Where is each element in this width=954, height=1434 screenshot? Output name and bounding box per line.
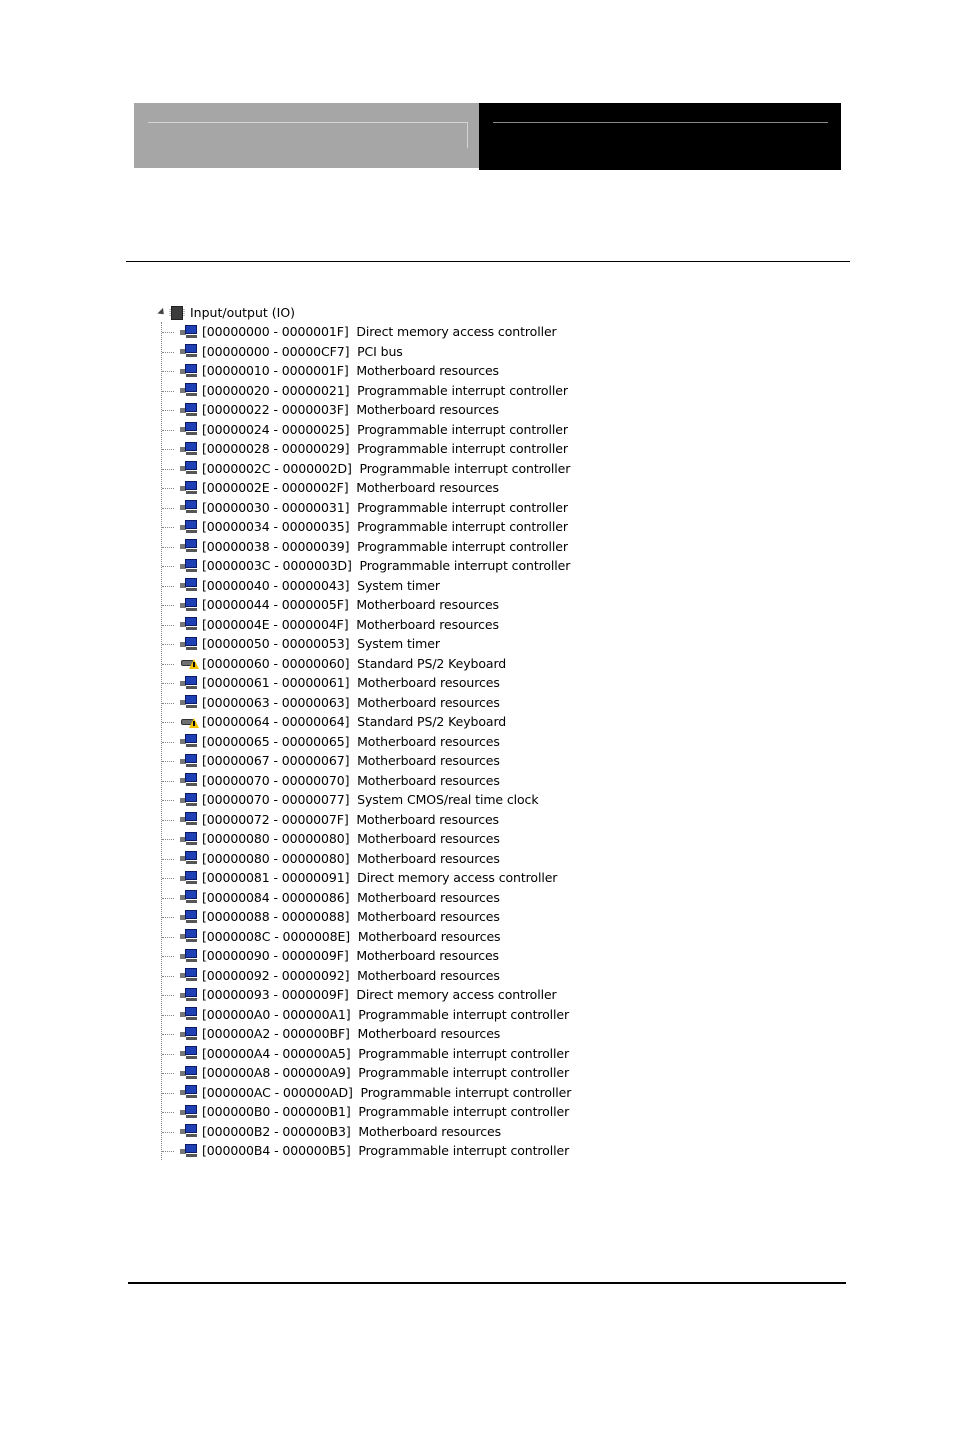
tree-root-io[interactable]	[156, 303, 616, 322]
tree-item-label: [00000024 - 00000025] Programmable interrupt controller	[202, 421, 568, 437]
tree-branch-line	[162, 956, 174, 957]
tree-item[interactable]	[156, 1044, 616, 1064]
tree-item-label: [000000A4 - 000000A5] Programmable interrupt controller	[202, 1045, 570, 1061]
tree-item-label: [00000060 - 00000060] Standard PS/2 Keyboard	[202, 655, 507, 671]
tree-branch-line	[162, 976, 174, 977]
device-icon	[180, 754, 198, 768]
device-icon	[180, 1085, 198, 1099]
device-icon	[180, 520, 198, 534]
device-icon	[180, 422, 198, 436]
tree-item-label: [00000061 - 00000061] Motherboard resources	[202, 675, 500, 691]
tree-item-label: [000000B0 - 000000B1] Programmable interrupt controller	[202, 1104, 570, 1120]
tree-item[interactable]	[156, 420, 616, 440]
tree-item[interactable]	[156, 595, 616, 615]
tree-branch-line	[162, 1073, 174, 1074]
tree-branch-line	[162, 547, 174, 548]
tree-item[interactable]	[156, 790, 616, 810]
tree-branch-line	[162, 644, 174, 645]
tree-branch-line	[162, 820, 174, 821]
tree-item[interactable]	[156, 868, 616, 888]
tree-branch-line	[162, 1112, 174, 1113]
device-icon	[180, 1027, 198, 1041]
device-icon	[180, 910, 198, 924]
device-icon	[180, 773, 198, 787]
tree-item-label: [00000022 - 0000003F] Motherboard resources	[202, 402, 499, 418]
tree-item-label: [00000084 - 00000086] Motherboard resources	[202, 889, 500, 905]
tree-branch-line	[162, 1054, 174, 1055]
tree-item[interactable]	[156, 439, 616, 459]
tree-item[interactable]	[156, 1024, 616, 1044]
tree-branch-line	[162, 1132, 174, 1133]
tree-item[interactable]	[156, 771, 616, 791]
tree-item[interactable]	[156, 751, 616, 771]
tree-branch-line	[162, 469, 174, 470]
device-icon	[180, 1144, 198, 1158]
tree-item-label: [00000040 - 00000043] System timer	[202, 577, 440, 593]
tree-branch-line	[162, 430, 174, 431]
tree-item[interactable]	[156, 322, 616, 342]
device-icon	[180, 988, 198, 1002]
tree-item[interactable]	[156, 712, 616, 732]
tree-root-label: Input/output (IO)	[190, 305, 296, 320]
tree-branch-line	[162, 586, 174, 587]
tree-item[interactable]	[156, 1122, 616, 1142]
tree-branch-line	[162, 508, 174, 509]
device-icon	[180, 949, 198, 963]
tree-item[interactable]	[156, 1005, 616, 1025]
tree-item-label: [00000081 - 00000091] Direct memory access controller	[202, 870, 558, 886]
tree-branch-line	[162, 839, 174, 840]
tree-item[interactable]	[156, 478, 616, 498]
tree-item[interactable]	[156, 849, 616, 869]
tree-item[interactable]	[156, 946, 616, 966]
device-icon	[180, 578, 198, 592]
tree-branch-line	[162, 566, 174, 567]
tree-branch-line	[162, 410, 174, 411]
tree-item[interactable]	[156, 927, 616, 947]
device-icon	[180, 968, 198, 982]
device-icon	[180, 617, 198, 631]
tree-item-label: [00000072 - 0000007F] Motherboard resources	[202, 811, 499, 827]
device-icon	[180, 325, 198, 339]
tree-item[interactable]	[156, 537, 616, 557]
device-icon	[180, 793, 198, 807]
device-icon	[180, 442, 198, 456]
tree-branch-line	[162, 664, 174, 665]
tree-item-label: [00000044 - 0000005F] Motherboard resources	[202, 597, 499, 613]
tree-branch-line	[162, 761, 174, 762]
tree-item[interactable]	[156, 732, 616, 752]
tree-children	[156, 322, 616, 1161]
tree-item-label: [000000AC - 000000AD] Programmable interrupt controller	[202, 1084, 572, 1100]
device-icon	[180, 1066, 198, 1080]
tree-item[interactable]	[156, 400, 616, 420]
bottom-divider	[128, 1282, 846, 1284]
keyboard-warning-icon	[180, 715, 198, 729]
tree-item[interactable]	[156, 829, 616, 849]
tree-item[interactable]	[156, 517, 616, 537]
tree-item-label: [00000064 - 00000064] Standard PS/2 Keyboard	[202, 714, 507, 730]
device-icon	[180, 1007, 198, 1021]
header-black-rule	[493, 122, 828, 123]
tree-item-label: [00000070 - 00000077] System CMOS/real time clock	[202, 792, 539, 808]
tree-item[interactable]	[156, 361, 616, 381]
tree-branch-line	[162, 488, 174, 489]
tree-item-label: [00000034 - 00000035] Programmable interrupt controller	[202, 519, 568, 535]
device-icon	[180, 637, 198, 651]
tree-branch-line	[162, 605, 174, 606]
tree-branch-line	[162, 1151, 174, 1152]
header-black-panel	[479, 103, 841, 170]
tree-branch-line	[162, 742, 174, 743]
tree-item-label: [000000B2 - 000000B3] Motherboard resources	[202, 1123, 501, 1139]
tree-branch-line	[162, 1015, 174, 1016]
tree-branch-line	[162, 332, 174, 333]
tree-item[interactable]	[156, 693, 616, 713]
tree-branch-line	[162, 859, 174, 860]
tree-item[interactable]	[156, 1102, 616, 1122]
tree-item-label: [0000002E - 0000002F] Motherboard resources	[202, 480, 499, 496]
tree-item-label: [00000000 - 0000001F] Direct memory access controller	[202, 324, 557, 340]
device-icon	[180, 364, 198, 378]
device-icon	[180, 832, 198, 846]
device-icon	[180, 1046, 198, 1060]
tree-item-label: [00000080 - 00000080] Motherboard resources	[202, 850, 500, 866]
device-icon	[180, 734, 198, 748]
tree-item[interactable]	[156, 576, 616, 596]
device-icon	[180, 871, 198, 885]
device-icon	[180, 695, 198, 709]
tree-item-label: [00000092 - 00000092] Motherboard resources	[202, 967, 500, 983]
tree-item[interactable]	[156, 810, 616, 830]
tree-item-label: [00000070 - 00000070] Motherboard resources	[202, 772, 500, 788]
tree-branch-line	[162, 995, 174, 996]
tree-item-label: [00000088 - 00000088] Motherboard resources	[202, 909, 500, 925]
tree-branch-line	[162, 449, 174, 450]
tree-item-label: [00000080 - 00000080] Motherboard resources	[202, 831, 500, 847]
tree-branch-line	[162, 878, 174, 879]
tree-branch-line	[162, 1034, 174, 1035]
tree-item[interactable]	[156, 459, 616, 479]
tree-item-label: [00000050 - 00000053] System timer	[202, 636, 440, 652]
tree-item-label: [00000065 - 00000065] Motherboard resources	[202, 733, 500, 749]
tree-item-label: [00000093 - 0000009F] Direct memory access controller	[202, 987, 557, 1003]
header-gray-panel	[134, 103, 479, 168]
tree-item-label: [0000004E - 0000004F] Motherboard resources	[202, 616, 499, 632]
tree-branch-line	[162, 1093, 174, 1094]
header-gray-rule	[148, 122, 468, 123]
tree-item-label: [000000A8 - 000000A9] Programmable interrupt controller	[202, 1065, 570, 1081]
tree-branch-line	[162, 917, 174, 918]
device-icon	[180, 500, 198, 514]
device-tree	[156, 303, 616, 1161]
device-icon	[180, 890, 198, 904]
expand-arrow-icon[interactable]	[157, 308, 166, 317]
device-icon	[180, 403, 198, 417]
device-icon	[180, 539, 198, 553]
device-icon	[180, 559, 198, 573]
tree-item[interactable]	[156, 907, 616, 927]
tree-item-label: [00000028 - 00000029] Programmable interrupt controller	[202, 441, 568, 457]
tree-item-label: [0000003C - 0000003D] Programmable interrupt controller	[202, 558, 571, 574]
tree-item[interactable]	[156, 556, 616, 576]
tree-branch-line	[162, 352, 174, 353]
tree-item[interactable]	[156, 634, 616, 654]
tree-item-label: [00000067 - 00000067] Motherboard resources	[202, 753, 500, 769]
tree-branch-line	[162, 800, 174, 801]
tree-item-label: [00000063 - 00000063] Motherboard resources	[202, 694, 500, 710]
tree-item[interactable]	[156, 654, 616, 674]
tree-item[interactable]	[156, 966, 616, 986]
device-icon	[180, 383, 198, 397]
tree-item-label: [00000038 - 00000039] Programmable interrupt controller	[202, 538, 568, 554]
tree-branch-line	[162, 898, 174, 899]
device-icon	[180, 812, 198, 826]
tree-item-label: [000000B4 - 000000B5] Programmable interrupt controller	[202, 1143, 570, 1159]
tree-item-label: [00000090 - 0000009F] Motherboard resources	[202, 948, 499, 964]
tree-item-label: [00000000 - 00000CF7] PCI bus	[202, 343, 403, 359]
tree-item[interactable]	[156, 498, 616, 518]
device-icon	[180, 676, 198, 690]
device-icon	[180, 481, 198, 495]
tree-item[interactable]	[156, 381, 616, 401]
tree-item[interactable]	[156, 1063, 616, 1083]
header-gray-tick	[467, 122, 468, 148]
device-icon	[180, 344, 198, 358]
tree-branch-line	[162, 722, 174, 723]
tree-item[interactable]	[156, 1083, 616, 1103]
tree-item-label: [00000010 - 0000001F] Motherboard resources	[202, 363, 499, 379]
tree-branch-line	[162, 625, 174, 626]
device-icon	[180, 1124, 198, 1138]
tree-item[interactable]	[156, 673, 616, 693]
tree-item-label: [000000A2 - 000000BF] Motherboard resources	[202, 1026, 501, 1042]
device-icon	[180, 929, 198, 943]
tree-item-label: [000000A0 - 000000A1] Programmable interrupt controller	[202, 1006, 570, 1022]
tree-item[interactable]	[156, 1141, 616, 1161]
tree-item-label: [00000020 - 00000021] Programmable interrupt controller	[202, 382, 568, 398]
tree-branch-line	[162, 683, 174, 684]
top-divider	[126, 261, 850, 262]
device-icon	[180, 461, 198, 475]
tree-item[interactable]	[156, 342, 616, 362]
tree-branch-line	[162, 371, 174, 372]
tree-item[interactable]	[156, 615, 616, 635]
tree-branch-line	[162, 937, 174, 938]
keyboard-warning-icon	[180, 656, 198, 670]
tree-item-label: [00000030 - 00000031] Programmable interrupt controller	[202, 499, 568, 515]
tree-branch-line	[162, 781, 174, 782]
device-icon	[180, 1105, 198, 1119]
tree-branch-line	[162, 527, 174, 528]
chip-icon	[171, 306, 183, 320]
tree-item[interactable]	[156, 985, 616, 1005]
tree-item[interactable]	[156, 888, 616, 908]
tree-item-label: [0000002C - 0000002D] Programmable interrupt controller	[202, 460, 571, 476]
tree-branch-line	[162, 703, 174, 704]
device-icon	[180, 598, 198, 612]
device-icon	[180, 851, 198, 865]
tree-branch-line	[162, 391, 174, 392]
tree-item-label: [0000008C - 0000008E] Motherboard resources	[202, 928, 501, 944]
